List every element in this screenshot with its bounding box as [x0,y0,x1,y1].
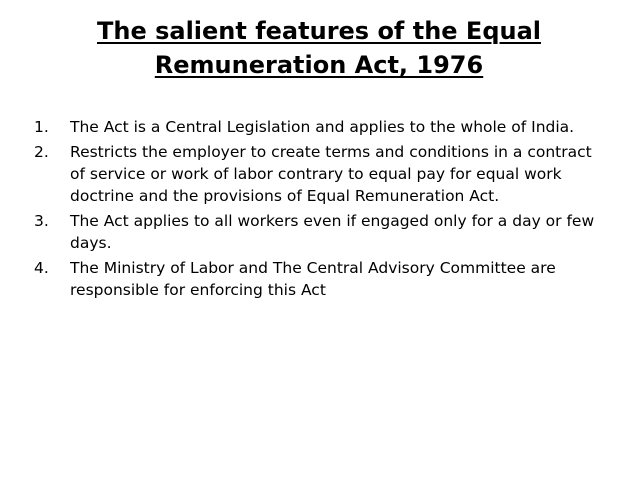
list-item [34,116,604,138]
list-item-text: The Act is a Central Legislation and applies to the whole of India. [70,118,575,136]
list-item-text: Restricts the employer to create terms and conditions in a contract of service or work of labor contrary to equal pay for equal work doctrine and the provisions of Equal Remuneration Act. [70,143,592,205]
list-item-number: 3. [34,212,49,230]
list-item-number: 1. [34,118,49,136]
title-line-2: Remuneration Act, 1976 [154,51,484,79]
feature-list [34,116,604,304]
list-item-text: The Act applies to all workers even if engaged only for a day or few days. [70,212,595,252]
list-item [34,257,604,301]
list-item-number: 4. [34,259,49,277]
slide-title [0,14,638,82]
list-item-number: 2. [34,143,49,161]
list-item-text: The Ministry of Labor and The Central Advisory Committee are responsible for enforcing this Act [70,259,556,299]
list-item [34,210,604,254]
list-item [34,141,604,207]
title-line-1: The salient features of the Equal [97,17,541,45]
